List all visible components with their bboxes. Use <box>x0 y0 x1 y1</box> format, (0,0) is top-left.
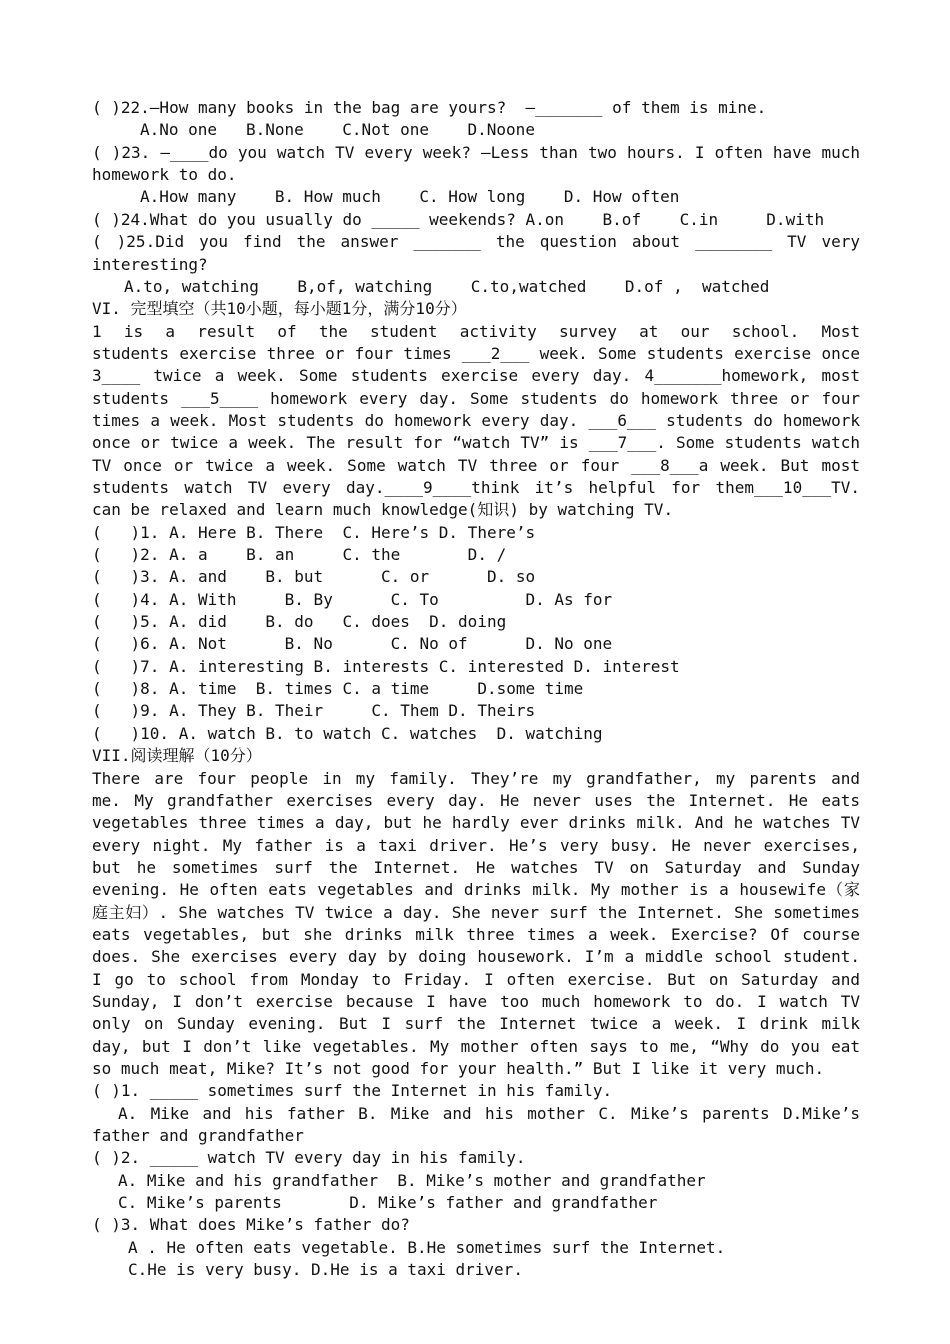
reading-passage-line: so much meat, Mike? It’s not good for your health.” But I like it very much. <box>92 1059 825 1078</box>
cloze-passage-line: can be relaxed and learn much knowledge(知识) by watching TV. <box>92 500 674 519</box>
reading-passage-line: but he sometimes surf the Internet. He watches TV on Saturday and Sunday <box>92 858 860 877</box>
reading-passage-line: me. My grandfather exercises every day. He never uses the Internet. He eats <box>92 791 860 810</box>
section-vii-heading: VII.阅读理解（10分） <box>92 746 262 765</box>
cloze-passage-line: 1 is a result of the student activity survey at our school. Most <box>92 322 860 341</box>
cloze-question: ( )1. A. Here B. There C. Here’s D. There’s <box>92 523 536 542</box>
cloze-question: ( )7. A. interesting B. interests C. interested D. interest <box>92 657 680 676</box>
reading-question-1: ( )1. _____ sometimes surf the Internet in his family. <box>92 1081 613 1100</box>
reading-passage-line: day, but I don’t like vegetables. My mother often says to me, “Why do you eat <box>92 1037 860 1056</box>
reading-passage-line: does. She exercises every day by doing housework. I’m a middle school student. <box>92 947 860 966</box>
reading-passage-line: eats vegetables, but she drinks milk three times a week. Exercise? Of course <box>92 925 860 944</box>
cloze-passage-line: TV once or twice a week. Some watch TV three or four ___8___a week. But most <box>92 456 860 475</box>
reading-passage-line: vegetables three times a day, but he hardly ever drinks milk. And he watches TV <box>92 813 860 832</box>
cloze-passage-line: 3____ twice a week. Some students exercise every day. 4_______homework, most <box>92 366 860 385</box>
question-23-cont: homework to do. <box>92 165 237 184</box>
reading-question-2: ( )2. _____ watch TV every day in his family. <box>92 1148 526 1167</box>
reading-passage-line: There are four people in my family. They’re my grandfather, my parents and <box>92 769 860 788</box>
reading-question-3-options: C.He is very busy. D.He is a taxi driver. <box>128 1260 523 1279</box>
reading-question-3-options: A . He often eats vegetable. B.He sometimes surf the Internet. <box>128 1238 726 1257</box>
reading-passage-line: only on Sunday evening. But I surf the Internet twice a week. I drink milk <box>92 1014 860 1033</box>
cloze-question: ( )8. A. time B. times C. a time D.some time <box>92 679 584 698</box>
reading-passage-line: every night. My father is a taxi driver. He’s very busy. He never exercises, <box>92 836 860 855</box>
question-23: ( )23. —____do you watch TV every week? —Less than two hours. I often have much <box>92 143 860 162</box>
reading-question-1-options-cont: father and grandfather <box>92 1126 304 1145</box>
question-25: ( )25.Did you find the answer _______ the question about ________ TV very <box>92 232 860 251</box>
question-23-options: A.How many B. How much C. How long D. How often <box>140 187 680 206</box>
question-24: ( )24.What do you usually do _____ weekends? A.on B.of C.in D.with <box>92 210 825 229</box>
cloze-question: ( )10. A. watch B. to watch C. watches D. watching <box>92 724 603 743</box>
reading-question-2-options: A. Mike and his grandfather B. Mike’s mother and grandfather <box>118 1171 706 1190</box>
reading-question-2-options: C. Mike’s parents D. Mike’s father and grandfather <box>118 1193 658 1212</box>
cloze-passage-line: students exercise three or four times ___2___ week. Some students exercise once <box>92 344 860 363</box>
question-22-options: A.No one B.None C.Not one D.Noone <box>140 120 535 139</box>
reading-passage-line: 庭主妇）. She watches TV twice a day. She never surf the Internet. She sometimes <box>92 903 860 922</box>
question-25-options: A.to, watching B,of, watching C.to,watched D.of , watched <box>124 277 770 296</box>
section-vi-heading: VI. 完型填空（共10小题，每小题1分，满分10分） <box>92 299 467 318</box>
reading-passage-line: I go to school from Monday to Friday. I often exercise. But on Saturday and <box>92 970 860 989</box>
cloze-question: ( )5. A. did B. do C. does D. doing <box>92 612 507 631</box>
cloze-question: ( )4. A. With B. By C. To D. As for <box>92 590 613 609</box>
cloze-question: ( )3. A. and B. but C. or D. so <box>92 567 536 586</box>
cloze-question: ( )6. A. Not B. No C. No of D. No one <box>92 634 613 653</box>
cloze-question: ( )2. A. a B. an C. the D. / <box>92 545 507 564</box>
cloze-question: ( )9. A. They B. Their C. Them D. Theirs <box>92 701 536 720</box>
reading-passage-line: evening. He often eats vegetables and drinks milk. My mother is a housewife（家 <box>92 880 860 899</box>
reading-passage-line: Sunday, I don’t exercise because I have too much homework to do. I watch TV <box>92 992 860 1011</box>
question-22: ( )22.—How many books in the bag are yours? —_______ of them is mine. <box>92 98 767 117</box>
reading-question-1-options: A. Mike and his father B. Mike and his mother C. Mike’s parents D.Mike’s <box>118 1104 860 1123</box>
question-25-cont: interesting? <box>92 255 208 274</box>
cloze-passage-line: times a week. Most students do homework every day. ___6___ students do homework <box>92 411 860 430</box>
reading-question-3: ( )3. What does Mike’s father do? <box>92 1215 410 1234</box>
cloze-passage-line: once or twice a week. The result for “watch TV” is ___7___. Some students watch <box>92 433 860 452</box>
cloze-passage-line: students watch TV every day.____9____think it’s helpful for them___10___TV. <box>92 478 860 497</box>
cloze-passage-line: students ___5____ homework every day. Some students do homework three or four <box>92 389 860 408</box>
